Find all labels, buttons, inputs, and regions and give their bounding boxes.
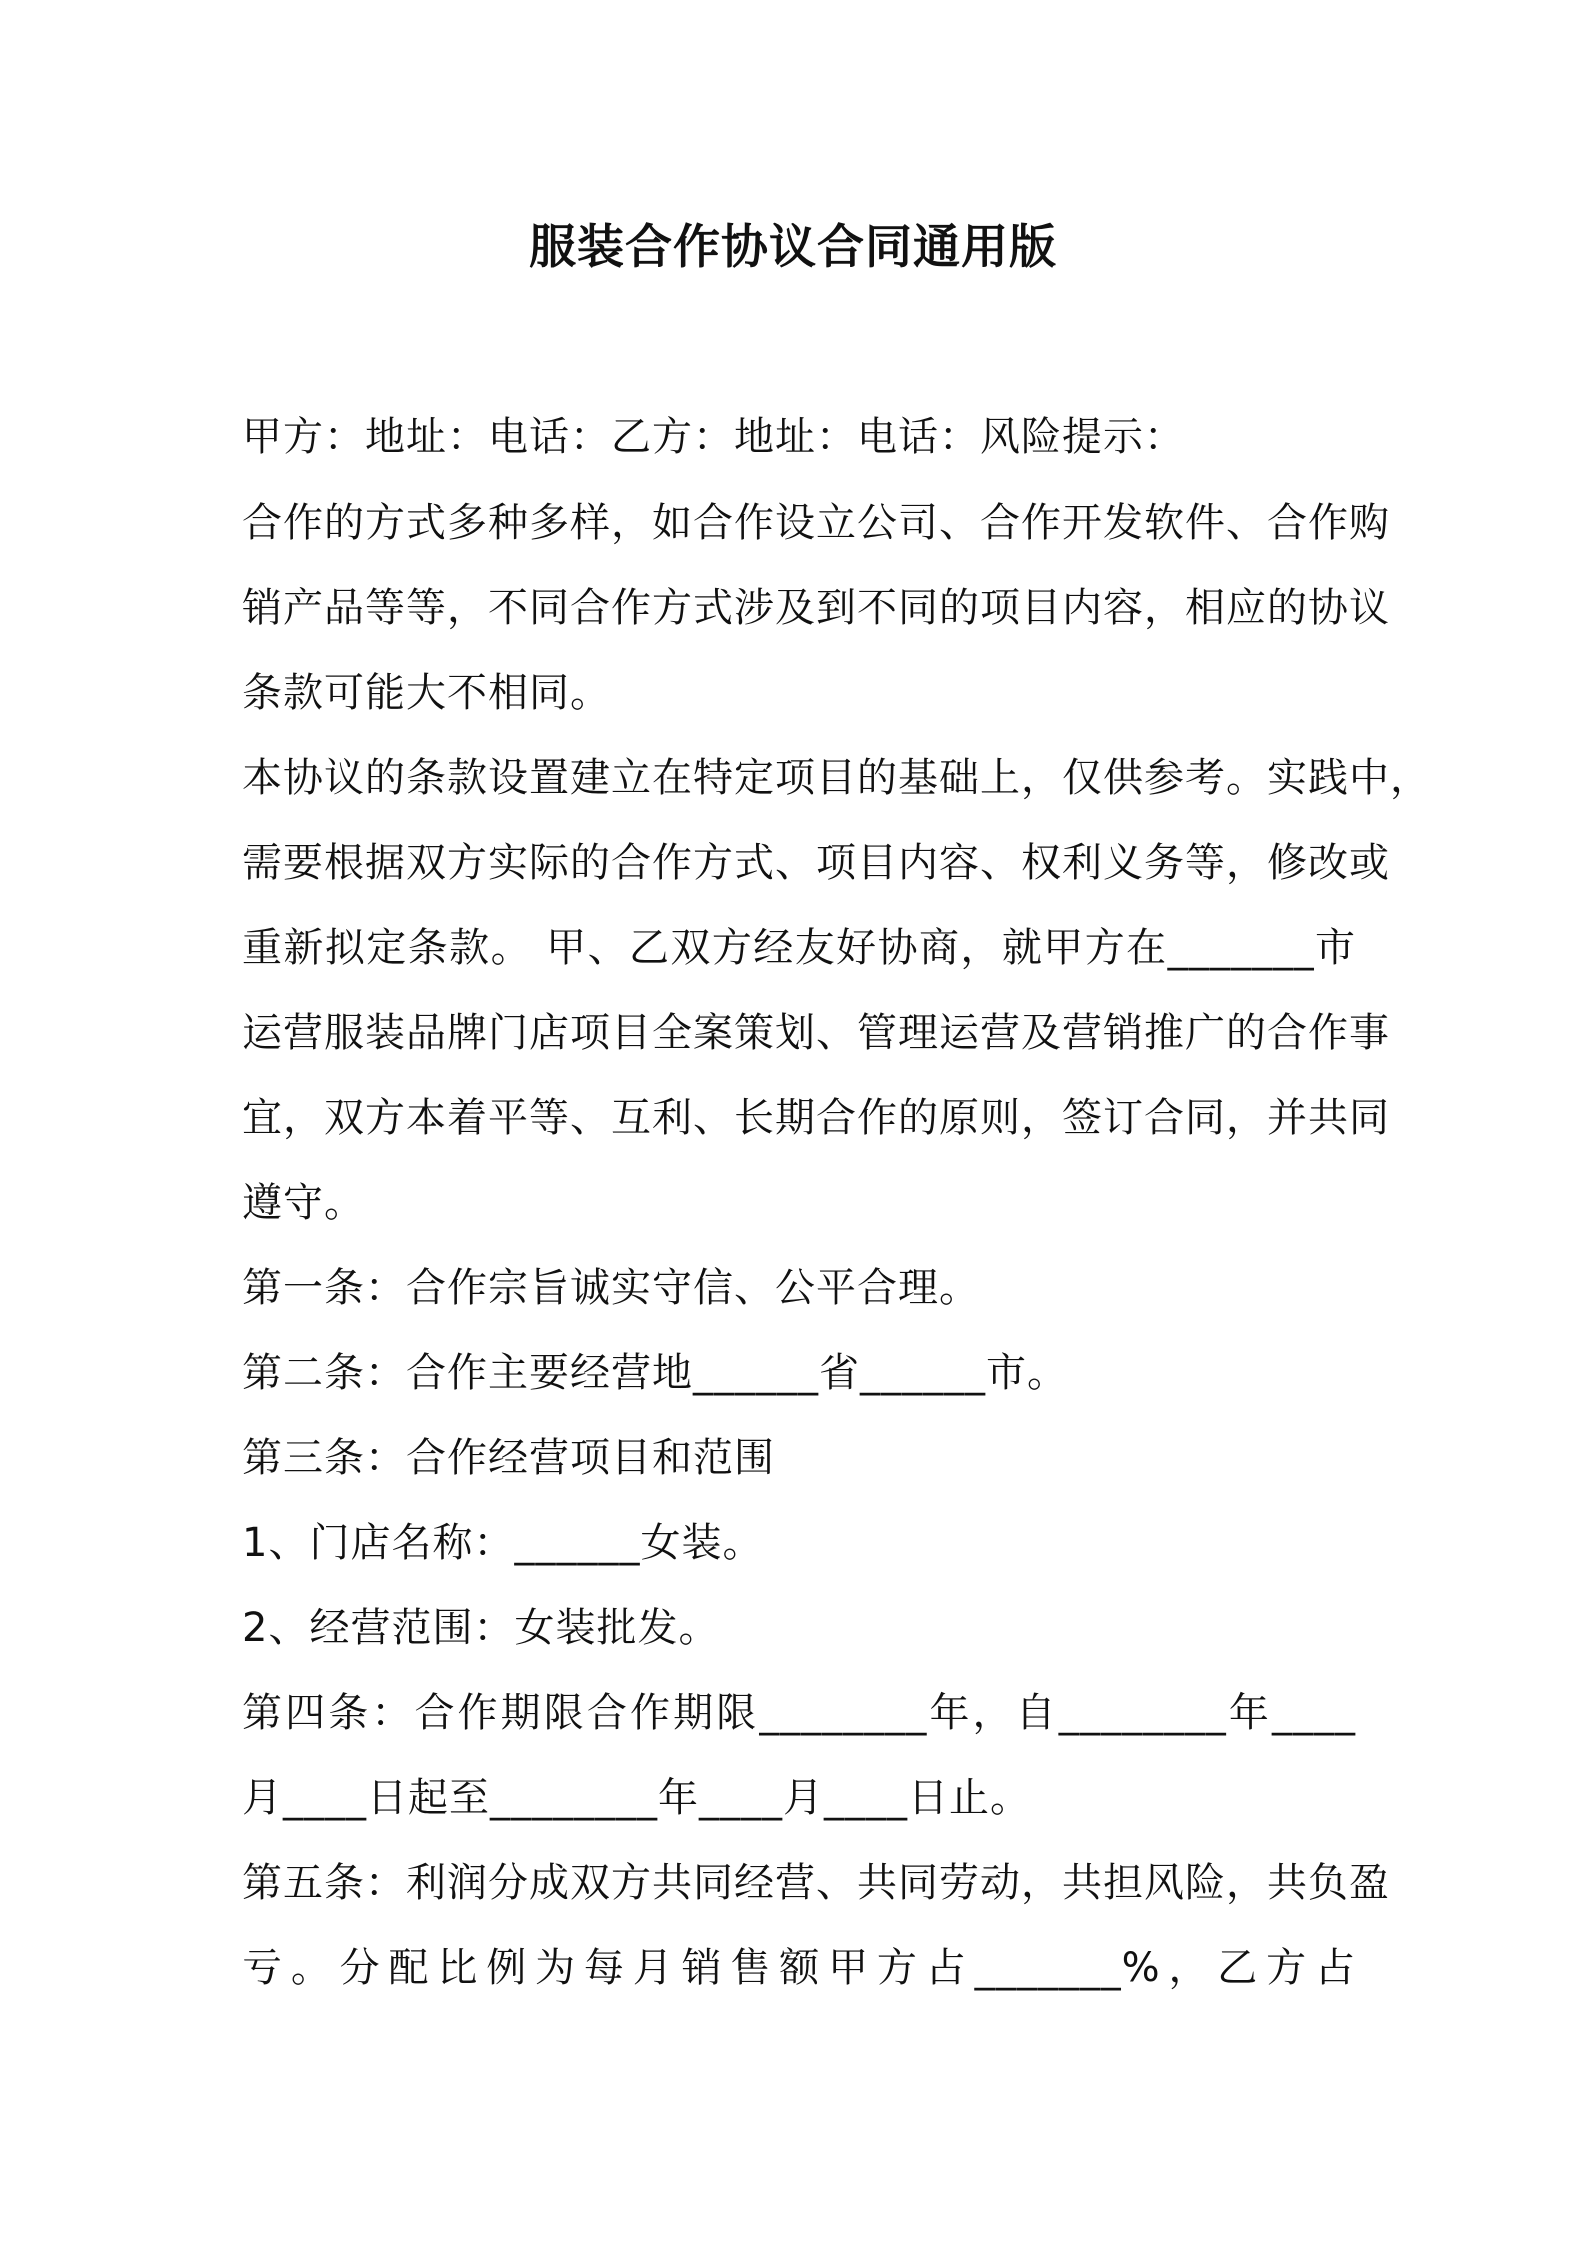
article-line: 第二条：合作主要经营地______省______市。 [242,1350,1068,1396]
text-line: 运营服装品牌门店项目全案策划、管理运营及营销推广的合作事 [242,1010,1390,1056]
text-line: 遵守。 [242,1180,365,1226]
text-line: 甲方：地址：电话：乙方：地址：电话：风险提示： [242,414,1185,460]
text-line: 宜，双方本着平等、互利、长期合作的原则，签订合同，并共同 [242,1095,1390,1141]
article-line: 第三条：合作经营项目和范围 [242,1435,775,1481]
text-line: 合作的方式多种多样，如合作设立公司、合作开发软件、合作购 [242,500,1390,546]
text-line: 本协议的条款设置建立在特定项目的基础上，仅供参考。实践中， [242,755,1431,801]
text-line: 重新拟定条款。 甲、乙双方经友好协商，就甲方在_______市 [242,925,1356,971]
text-line: 需要根据双方实际的合作方式、项目内容、权利义务等，修改或 [242,840,1390,886]
document-title: 服装合作协议合同通用版 [529,220,1057,275]
text-line: 月____日起至________年____月____日止。 [242,1775,1031,1821]
article-line: 第四条：合作期限合作期限________年，自________年____ [242,1690,1356,1736]
article-line: 第一条：合作宗旨诚实守信、公平合理。 [242,1265,980,1311]
text-line: 条款可能大不相同。 [242,670,611,716]
list-item: 1、门店名称：______女装。 [242,1520,764,1566]
text-line: 亏。分配比例为每月销售额甲方占_______%，乙方占 [242,1945,1356,1991]
list-item: 2、经营范围：女装批发。 [242,1605,720,1651]
article-line: 第五条：利润分成双方共同经营、共同劳动，共担风险，共负盈 [242,1860,1390,1906]
text-line: 销产品等等，不同合作方式涉及到不同的项目内容，相应的协议 [242,585,1390,631]
